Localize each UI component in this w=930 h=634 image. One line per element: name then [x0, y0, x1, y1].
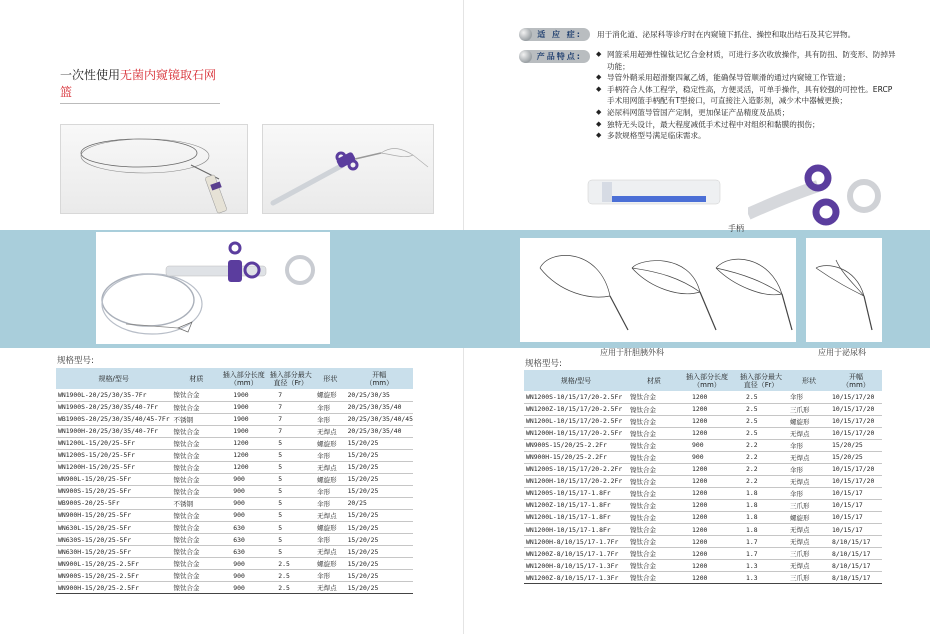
- table-cell: 无焊点: [315, 582, 345, 594]
- table-row: [524, 415, 882, 427]
- table-cell: 1200: [221, 437, 266, 449]
- table-cell: 伞形: [315, 401, 345, 413]
- table-cell: 无焊点: [315, 461, 345, 473]
- table-cell: 伞形: [315, 485, 345, 497]
- table-row: [56, 437, 413, 449]
- table-row: [56, 509, 413, 521]
- feature-item: ◆ 网篮采用超弹性镍钛记忆合金材质，可进行多次收放操作，具有防扭、防变形、防掉异功能；: [596, 49, 896, 72]
- table-cell: 15/20/25: [346, 582, 413, 594]
- table-cell: 无焊点: [788, 524, 830, 536]
- table-cell: 15/20/25: [346, 437, 413, 449]
- table-cell: 不锈钢: [171, 497, 221, 509]
- table-cell: 8/10/15/17: [830, 560, 882, 572]
- table-cell: 20/25/30/35/40/45: [346, 413, 413, 425]
- table-cell: 镍钛合金: [171, 485, 221, 497]
- table-cell: 镍钛合金: [628, 391, 680, 403]
- table-cell: 15/20/25: [830, 439, 882, 451]
- feature-item: ◆ 导管外鞘采用超滑聚四氟乙烯，能确保导管顺滑的通过内窥镜工作管道；: [596, 72, 896, 84]
- table-cell: 1200: [680, 391, 734, 403]
- photo-handle-closeup: [580, 160, 728, 226]
- table-cell: 900: [680, 439, 734, 451]
- table-header-cell: 规格/型号: [56, 368, 171, 389]
- table-cell: 1200: [221, 449, 266, 461]
- table-cell: 5: [266, 522, 315, 534]
- table-cell: 10/15/17/20: [830, 403, 882, 415]
- table-row: [524, 524, 882, 536]
- table-cell: 伞形: [788, 463, 830, 475]
- table-row: [524, 511, 882, 523]
- table-cell: 无焊点: [315, 509, 345, 521]
- table-row: [56, 389, 413, 401]
- table-cell: 15/20/25: [346, 534, 413, 546]
- table-cell: 5: [266, 473, 315, 485]
- table-cell: 镍钛合金: [628, 403, 680, 415]
- table-cell: 5: [266, 509, 315, 521]
- table-row: [524, 427, 882, 439]
- table-row: [56, 522, 413, 534]
- table-cell: 螺旋形: [315, 389, 345, 401]
- table-cell: WN1900L-20/25/30/35-7Fr: [56, 389, 171, 401]
- table-cell: 1.7: [734, 548, 788, 560]
- table-cell: 伞形: [788, 439, 830, 451]
- photo-full-device: [96, 232, 330, 344]
- table-row: [56, 485, 413, 497]
- table-header-cell: 开幅 （mm）: [346, 368, 413, 389]
- table-row: [56, 570, 413, 582]
- photo-basket-coil: [60, 124, 248, 214]
- table-cell: 900: [221, 582, 266, 594]
- table-cell: WN1200H-15/20/25-5Fr: [56, 461, 171, 473]
- table-cell: 螺旋形: [788, 511, 830, 523]
- handle-closeup-illustration: [580, 160, 728, 226]
- table-cell: WN1200Z-8/10/15/17-1.7Fr: [524, 548, 628, 560]
- features-chip: [520, 50, 590, 63]
- table-cell: 镍钛合金: [171, 546, 221, 558]
- table-row: [524, 403, 882, 415]
- table-cell: 10/15/17: [830, 499, 882, 511]
- table-cell: 2.5: [266, 582, 315, 594]
- table-cell: WN630H-15/20/25-5Fr: [56, 546, 171, 558]
- table-cell: 1200: [680, 415, 734, 427]
- table-header-cell: 插入部分长度 （mm）: [221, 368, 266, 389]
- table-cell: 镍钛合金: [628, 427, 680, 439]
- table-cell: 2.5: [266, 570, 315, 582]
- full-device-illustration: [96, 232, 330, 344]
- table-cell: WN1200L-10/15/17/20-2.5Fr: [524, 415, 628, 427]
- table-row: [524, 548, 882, 560]
- table-cell: 900: [680, 451, 734, 463]
- table-row: [56, 582, 413, 594]
- table-cell: 2.2: [734, 475, 788, 487]
- table-cell: WN1200H-10/15/17-1.8Fr: [524, 524, 628, 536]
- table-cell: 20/25/30/35/40: [346, 425, 413, 437]
- table-cell: 伞形: [315, 497, 345, 509]
- table-cell: 伞形: [315, 534, 345, 546]
- bullet-dot-icon: [519, 28, 532, 41]
- right-spec-table: [524, 370, 882, 584]
- table-cell: 900: [221, 509, 266, 521]
- table-cell: 15/20/25: [346, 546, 413, 558]
- table-cell: 10/15/17/20: [830, 475, 882, 487]
- table-cell: 15/20/25: [830, 451, 882, 463]
- table-cell: 5: [266, 449, 315, 461]
- table-cell: WB1900S-20/25/30/35/40/45-7Fr: [56, 413, 171, 425]
- bullet-dot-icon: [519, 50, 532, 63]
- table-cell: WN900S-15/20/25-2.5Fr: [56, 570, 171, 582]
- table-header-cell: 材质: [171, 368, 221, 389]
- table-cell: 1200: [680, 536, 734, 548]
- table-cell: 1200: [680, 499, 734, 511]
- table-cell: WN1200Z-10/15/17/20-2.5Fr: [524, 403, 628, 415]
- table-cell: 900: [221, 497, 266, 509]
- features-label: 产品特点:: [536, 52, 582, 61]
- table-cell: 2.2: [734, 451, 788, 463]
- table-cell: 5: [266, 497, 315, 509]
- table-cell: 三爪形: [788, 548, 830, 560]
- table-cell: WN1200H-10/15/17/20-2.5Fr: [524, 427, 628, 439]
- table-cell: 2.5: [734, 427, 788, 439]
- table-header-cell: 规格/型号: [524, 370, 628, 391]
- title-highlight: 无菌内窥镜取石网篮: [60, 68, 217, 99]
- table-cell: 三爪形: [788, 403, 830, 415]
- feature-item: ◆ 泌尿科网篮导管国产定制，更加保证产品精度及品质；: [596, 107, 896, 119]
- table-cell: 镍钛合金: [628, 511, 680, 523]
- feature-item: ◆ 多款规格型号满足临床需求。: [596, 130, 896, 142]
- photo-hepatobiliary-baskets: [520, 238, 796, 342]
- table-row: [56, 534, 413, 546]
- table-cell: 螺旋形: [315, 558, 345, 570]
- table-row: [524, 499, 882, 511]
- right-spec-label: 规格型号:: [525, 359, 562, 369]
- basket-coil-illustration: [61, 125, 249, 215]
- table-cell: 镍钛合金: [171, 582, 221, 594]
- hepatobiliary-baskets-illustration: [520, 238, 796, 342]
- table-cell: 15/20/25: [346, 485, 413, 497]
- table-cell: 螺旋形: [315, 437, 345, 449]
- table-cell: 5: [266, 485, 315, 497]
- table-cell: WN1200S-10/15/17-1.8Fr: [524, 487, 628, 499]
- table-cell: WN630S-15/20/25-5Fr: [56, 534, 171, 546]
- urology-basket-illustration: [806, 238, 882, 342]
- table-header-cell: 插入部分最大 直径（Fr）: [266, 368, 315, 389]
- table-cell: 15/20/25: [346, 509, 413, 521]
- table-cell: WN1200H-10/15/17/20-2.2Fr: [524, 475, 628, 487]
- table-cell: 20/25: [346, 497, 413, 509]
- table-cell: 2.5: [734, 415, 788, 427]
- table-cell: WN1200L-10/15/17-1.8Fr: [524, 511, 628, 523]
- table-cell: 镍钛合金: [628, 439, 680, 451]
- table-cell: 伞形: [788, 487, 830, 499]
- table-cell: 镍钛合金: [628, 415, 680, 427]
- table-cell: 8/10/15/17: [830, 548, 882, 560]
- table-row: [524, 439, 882, 451]
- table-cell: WN900L-15/20/25-5Fr: [56, 473, 171, 485]
- table-cell: 1200: [680, 548, 734, 560]
- table-cell: WN1200S-10/15/17/20-2.5Fr: [524, 391, 628, 403]
- table-cell: WN630L-15/20/25-5Fr: [56, 522, 171, 534]
- table-cell: 5: [266, 534, 315, 546]
- table-cell: 1900: [221, 389, 266, 401]
- table-cell: 1200: [680, 560, 734, 572]
- table-row: [524, 463, 882, 475]
- table-cell: WN1200L-15/20/25-5Fr: [56, 437, 171, 449]
- table-cell: 20/25/30/35: [346, 389, 413, 401]
- table-cell: 1200: [680, 524, 734, 536]
- table-cell: 1200: [680, 403, 734, 415]
- table-cell: 15/20/25: [346, 570, 413, 582]
- table-header-cell: 材质: [628, 370, 680, 391]
- table-cell: 伞形: [788, 391, 830, 403]
- table-cell: 1900: [221, 401, 266, 413]
- table-cell: 1900: [221, 425, 266, 437]
- photo-handle-rings: [748, 156, 884, 226]
- table-cell: 10/15/17: [830, 511, 882, 523]
- table-cell: 1200: [680, 475, 734, 487]
- table-row: [56, 546, 413, 558]
- table-row: [524, 487, 882, 499]
- table-header-cell: 插入部分长度 （mm）: [680, 370, 734, 391]
- left-spec-table: [56, 368, 413, 594]
- table-cell: 镍钛合金: [171, 570, 221, 582]
- table-cell: 镍钛合金: [628, 463, 680, 475]
- table-cell: 镍钛合金: [628, 451, 680, 463]
- table-row: [56, 473, 413, 485]
- table-cell: 15/20/25: [346, 558, 413, 570]
- caption-hepatobiliary: 应用于肝胆胰外科: [600, 348, 664, 357]
- table-cell: 镍钛合金: [171, 401, 221, 413]
- table-cell: 镍钛合金: [171, 509, 221, 521]
- table-row: [524, 391, 882, 403]
- table-cell: WN900H-15/20/25-2.2Fr: [524, 451, 628, 463]
- table-header-cell: 形状: [788, 370, 830, 391]
- indication-chip: [520, 28, 590, 41]
- table-cell: 5: [266, 437, 315, 449]
- table-cell: WN1900H-20/25/30/35/40-7Fr: [56, 425, 171, 437]
- table-cell: 7: [266, 425, 315, 437]
- table-cell: 镍钛合金: [628, 572, 680, 584]
- table-header-cell: 形状: [315, 368, 345, 389]
- table-cell: 1200: [680, 427, 734, 439]
- table-cell: WN1200H-8/10/15/17-1.7Fr: [524, 536, 628, 548]
- table-cell: 螺旋形: [315, 473, 345, 485]
- table-cell: 伞形: [315, 413, 345, 425]
- table-cell: WN1200Z-10/15/17-1.8Fr: [524, 499, 628, 511]
- table-cell: 镍钛合金: [171, 449, 221, 461]
- left-spec-label: 规格型号:: [57, 356, 94, 366]
- table-row: [524, 451, 882, 463]
- table-cell: 10/15/17: [830, 487, 882, 499]
- table-cell: WN1200H-8/10/15/17-1.3Fr: [524, 560, 628, 572]
- table-cell: 三爪形: [788, 572, 830, 584]
- table-cell: 螺旋形: [315, 522, 345, 534]
- table-cell: WN900H-15/20/25-2.5Fr: [56, 582, 171, 594]
- table-cell: 1200: [680, 487, 734, 499]
- table-row: [524, 572, 882, 584]
- table-cell: 伞形: [315, 570, 345, 582]
- table-cell: WN1900S-20/25/30/35/40-7Fr: [56, 401, 171, 413]
- table-cell: 镍钛合金: [171, 389, 221, 401]
- table-cell: 镍钛合金: [171, 522, 221, 534]
- table-cell: 无焊点: [788, 536, 830, 548]
- table-cell: 不锈钢: [171, 413, 221, 425]
- table-cell: WN900H-15/20/25-5Fr: [56, 509, 171, 521]
- photo-urology-basket: [806, 238, 882, 342]
- table-row: [56, 558, 413, 570]
- table-cell: 无焊点: [788, 475, 830, 487]
- table-cell: 镍钛合金: [171, 437, 221, 449]
- table-cell: 15/20/25: [346, 522, 413, 534]
- table-cell: 10/15/17/20: [830, 415, 882, 427]
- table-row: [56, 425, 413, 437]
- table-cell: 20/25/30/35/40: [346, 401, 413, 413]
- table-row: [56, 413, 413, 425]
- table-cell: 无焊点: [788, 451, 830, 463]
- table-cell: 镍钛合金: [628, 487, 680, 499]
- table-cell: 7: [266, 389, 315, 401]
- table-cell: 1.8: [734, 487, 788, 499]
- table-cell: 900: [221, 570, 266, 582]
- table-cell: 螺旋形: [788, 415, 830, 427]
- table-cell: WB900S-20/25-5Fr: [56, 497, 171, 509]
- table-cell: 无焊点: [315, 546, 345, 558]
- table-cell: WN1200S-10/15/17/20-2.2Fr: [524, 463, 628, 475]
- table-cell: 1.3: [734, 560, 788, 572]
- table-cell: 8/10/15/17: [830, 572, 882, 584]
- table-cell: 630: [221, 522, 266, 534]
- table-cell: 630: [221, 534, 266, 546]
- table-cell: 镍钛合金: [171, 558, 221, 570]
- table-cell: 10/15/17/20: [830, 391, 882, 403]
- table-cell: 镍钛合金: [628, 536, 680, 548]
- table-cell: 镍钛合金: [628, 524, 680, 536]
- table-cell: 900: [221, 473, 266, 485]
- handle-caption: 手柄: [728, 224, 744, 233]
- table-cell: WN1200S-15/20/25-5Fr: [56, 449, 171, 461]
- table-cell: 镍钛合金: [171, 473, 221, 485]
- feature-item: ◆ 手柄符合人体工程学，稳定性高，方便灵活，可单手操作，具有较强的可控性。ERCP手术用网篮手柄配有T型接口，可直接注入造影剂，减少术中器械更换；: [596, 84, 896, 107]
- table-cell: WN900S-15/20/25-5Fr: [56, 485, 171, 497]
- indication-label: 适 应 症:: [537, 30, 582, 39]
- table-cell: 1200: [680, 572, 734, 584]
- table-cell: WN900L-15/20/25-2.5Fr: [56, 558, 171, 570]
- table-cell: 镍钛合金: [171, 425, 221, 437]
- feature-item: ◆ 独特无头设计，最大程度减低手术过程中对组织和黏膜的损伤；: [596, 119, 896, 131]
- table-cell: 10/15/17/20: [830, 427, 882, 439]
- table-cell: 无焊点: [788, 560, 830, 572]
- table-cell: 1.8: [734, 499, 788, 511]
- photo-handle-basket: [262, 124, 434, 214]
- table-header-cell: 插入部分最大 直径（Fr）: [734, 370, 788, 391]
- table-cell: 1.7: [734, 536, 788, 548]
- table-row: [56, 461, 413, 473]
- table-cell: 2.2: [734, 463, 788, 475]
- table-cell: 1200: [221, 461, 266, 473]
- table-cell: 1200: [680, 511, 734, 523]
- caption-urology: 应用于泌尿科: [818, 348, 866, 357]
- table-cell: 2.2: [734, 439, 788, 451]
- table-cell: 三爪形: [788, 499, 830, 511]
- table-cell: 镍钛合金: [628, 548, 680, 560]
- table-row: [56, 449, 413, 461]
- table-cell: 无焊点: [315, 425, 345, 437]
- features-list: [596, 49, 896, 142]
- table-cell: 7: [266, 413, 315, 425]
- product-title: [60, 66, 220, 104]
- table-cell: 镍钛合金: [628, 560, 680, 572]
- table-cell: 7: [266, 401, 315, 413]
- table-cell: 2.5: [266, 558, 315, 570]
- table-cell: 10/15/17: [830, 524, 882, 536]
- table-cell: 10/15/17/20: [830, 463, 882, 475]
- handle-rings-illustration: [748, 156, 884, 226]
- table-cell: 900: [221, 485, 266, 497]
- table-cell: 2.5: [734, 391, 788, 403]
- table-cell: 镍钛合金: [171, 461, 221, 473]
- table-row: [56, 497, 413, 509]
- table-cell: 镍钛合金: [628, 499, 680, 511]
- table-cell: 15/20/25: [346, 449, 413, 461]
- table-cell: 镍钛合金: [171, 534, 221, 546]
- table-cell: 无焊点: [788, 427, 830, 439]
- handle-illustration: [263, 125, 435, 215]
- table-cell: 8/10/15/17: [830, 536, 882, 548]
- table-cell: 5: [266, 546, 315, 558]
- table-cell: 1200: [680, 463, 734, 475]
- indication-text: 用于消化道、泌尿科等诊疗时在内窥镜下抓住、操控和取出结石及其它异物。: [597, 30, 856, 39]
- title-prefix: 一次性使用: [60, 68, 121, 82]
- table-cell: 5: [266, 461, 315, 473]
- table-cell: 15/20/25: [346, 461, 413, 473]
- table-row: [56, 401, 413, 413]
- table-row: [524, 536, 882, 548]
- table-cell: 15/20/25: [346, 473, 413, 485]
- table-cell: WN1200Z-8/10/15/17-1.3Fr: [524, 572, 628, 584]
- table-cell: 1.8: [734, 511, 788, 523]
- table-header-cell: 开幅 （mm）: [830, 370, 882, 391]
- table-row: [524, 560, 882, 572]
- table-cell: 伞形: [315, 449, 345, 461]
- table-cell: WN900S-15/20/25-2.2Fr: [524, 439, 628, 451]
- table-cell: 900: [221, 558, 266, 570]
- table-cell: 1900: [221, 413, 266, 425]
- table-cell: 1.3: [734, 572, 788, 584]
- table-cell: 630: [221, 546, 266, 558]
- table-cell: 镍钛合金: [628, 475, 680, 487]
- table-row: [524, 475, 882, 487]
- table-cell: 1.8: [734, 524, 788, 536]
- table-cell: 2.5: [734, 403, 788, 415]
